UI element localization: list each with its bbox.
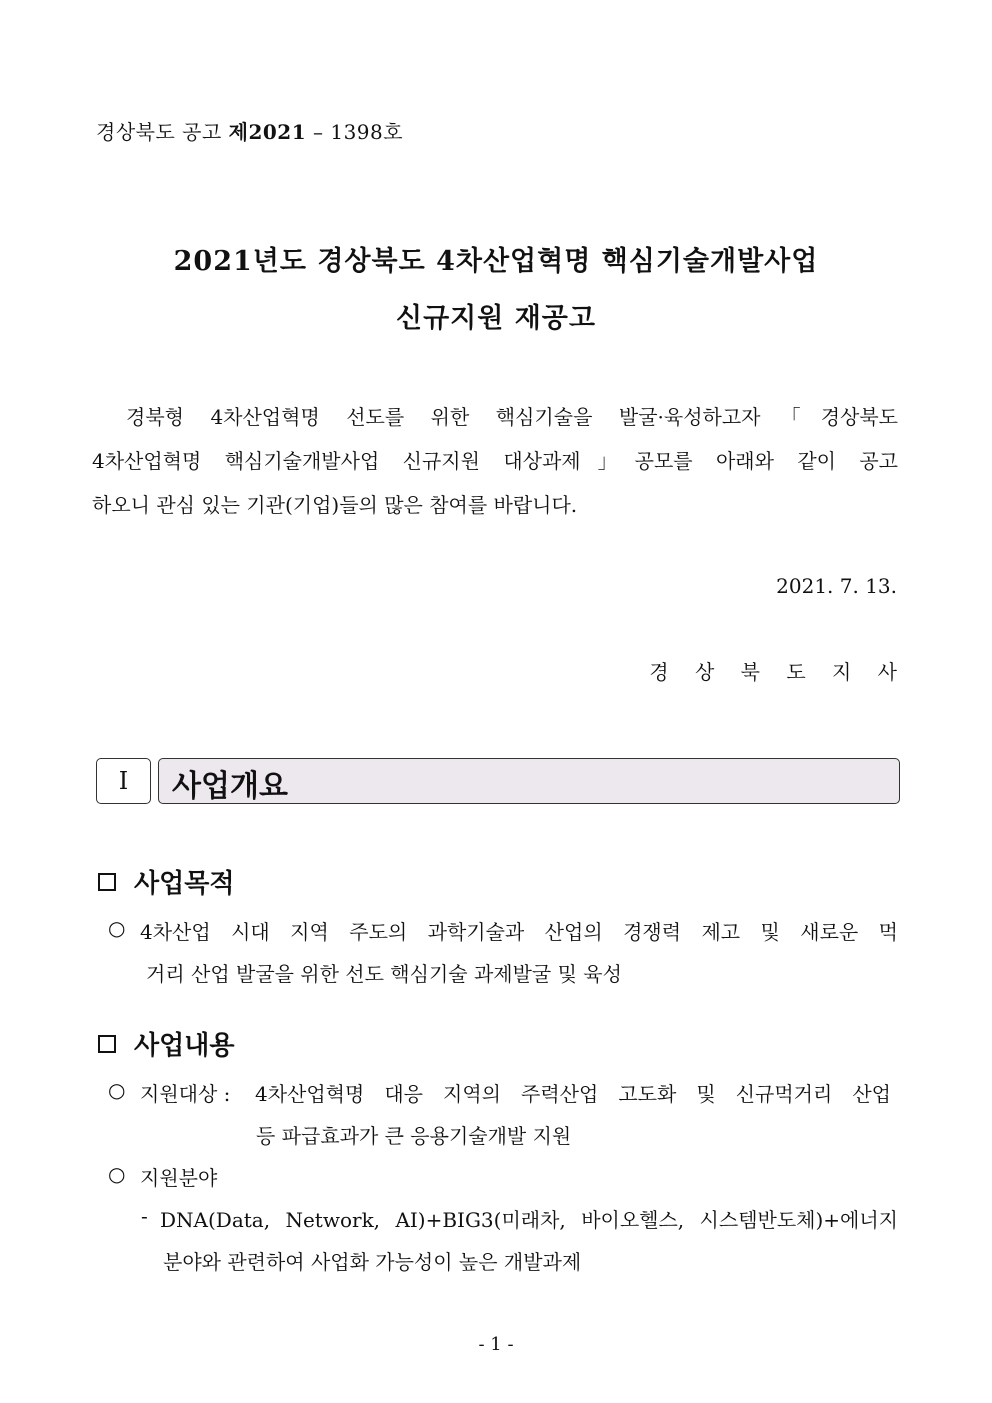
checkbox-square-icon xyxy=(98,1035,116,1053)
document-title-line1: 2021년도 경상북도 4차산업혁명 핵심기술개발사업 xyxy=(173,246,819,277)
notice-number-bold: 제2021 xyxy=(228,120,307,144)
circle-bullet-icon: ○ xyxy=(108,1162,126,1186)
purpose-heading: 사업목적 xyxy=(134,869,235,899)
field-line1: DNA(Data, Network, AI)+BIG3(미래차, 바이오헬스, 시스템반도체)+에너지 xyxy=(160,1208,898,1232)
target-line2: 등 파급효과가 큰 응용기술개발 지원 xyxy=(256,1124,572,1148)
intro-line1: 경북형 4차산업혁명 선도를 위한 핵심기술을 발굴·육성하고자「경상북도 xyxy=(126,405,898,429)
section-number-box: Ⅰ xyxy=(96,758,151,804)
dash-bullet: - xyxy=(141,1204,148,1228)
notice-date: 2021. 7. 13. xyxy=(776,574,897,598)
notice-number xyxy=(96,116,403,145)
intro-line3: 하오니 관심 있는 기관(기업)들의 많은 참여를 바랍니다. xyxy=(92,493,578,517)
field-line2: 분야와 관련하여 사업화 가능성이 높은 개발과제 xyxy=(163,1250,582,1274)
notice-prefix: 경상북도 공고 xyxy=(96,120,229,144)
document-title-line2: 신규지원 재공고 xyxy=(396,303,596,334)
target-line1: 4차산업혁명 대응 지역의 주력산업 고도화 및 신규먹거리 산업 xyxy=(255,1082,891,1106)
section-title: 사업개요 xyxy=(172,769,288,804)
purpose-line1: 4차산업 시대 지역 주도의 과학기술과 산업의 경쟁력 제고 및 새로운 먹 xyxy=(140,920,898,944)
notice-suffix: – 1398호 xyxy=(306,120,404,144)
field-label: 지원분야 xyxy=(140,1166,218,1190)
intro-line2: 4차산업혁명 핵심기술개발사업 신규지원 대상과제」공모를 아래와 같이 공고 xyxy=(92,449,898,473)
checkbox-square-icon xyxy=(98,873,116,891)
purpose-line2: 거리 산업 발굴을 위한 선도 핵심기술 과제발굴 및 육성 xyxy=(146,962,622,986)
issuer-name: 경 상 북 도 지 사 xyxy=(649,660,907,684)
page-number: - 1 - xyxy=(478,1334,514,1355)
circle-bullet-icon: ○ xyxy=(108,916,126,940)
target-label: 지원대상 : xyxy=(140,1082,231,1106)
circle-bullet-icon: ○ xyxy=(108,1078,126,1102)
content-heading: 사업내용 xyxy=(134,1031,235,1061)
